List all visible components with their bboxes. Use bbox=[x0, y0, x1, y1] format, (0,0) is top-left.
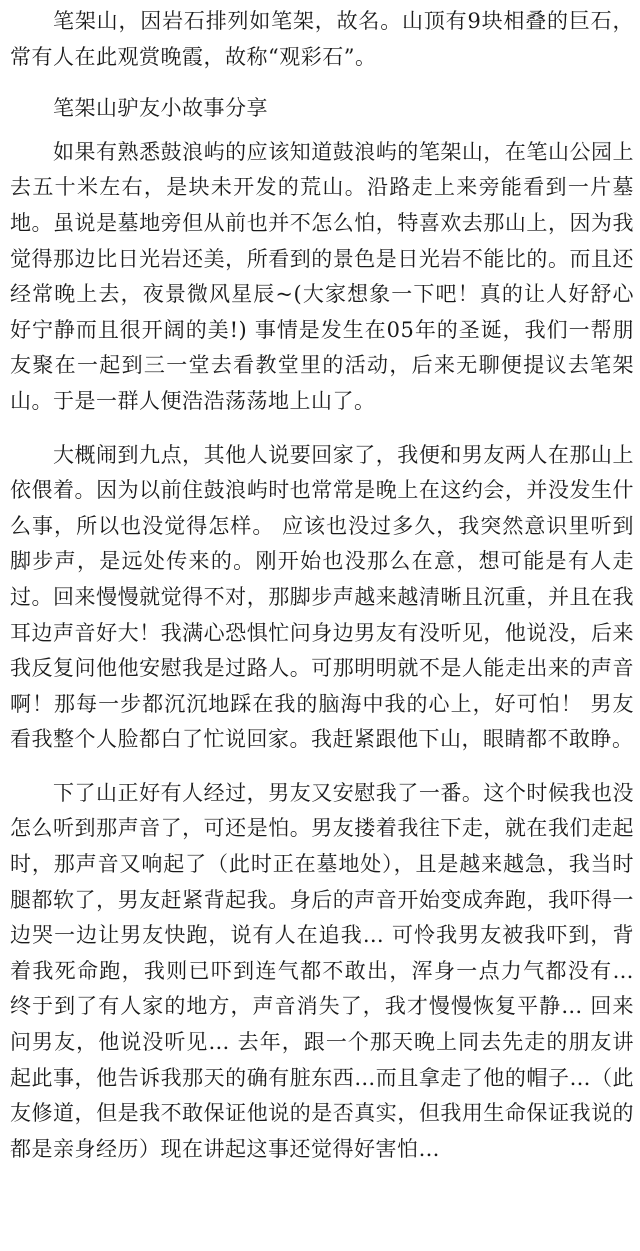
intro-paragraph: 笔架山，因岩石排列如笔架，故名。山顶有9块相叠的巨石，常有人在此观赏晚霞，故称“观彩石”。 bbox=[10, 9, 634, 69]
story-paragraph-2: 大概闹到九点，其他人说要回家了，我便和男友两人在那山上依偎着。因为以前住鼓浪屿时也常常是晚上在这约会，并没发生什么事，所以也没觉得怎样。 应该也没过多久，我突然意识里听到脚步声，是远处传来的。刚开始也没那么在意，想可能是有人走过。回来慢慢就觉得不对，那脚步声越来越清晰且沉重，并且在我耳边声音好大！我满心恐惧忙问身边男友有没听见，他说没，后来我反复问他他安慰我是过路人。可那明明就不是人能走出来的声音啊！那每一步都沉沉地踩在我的脑海中我的心上，好可怕！ 男友看我整个人脸都白了忙说回家。我赶紧跟他下山，眼睛都不敢睁。 bbox=[10, 442, 634, 752]
story-heading: 笔架山驴友小故事分享 bbox=[53, 96, 268, 121]
article-body bbox=[10, 4, 634, 1167]
story-paragraph-1: 如果有熟悉鼓浪屿的应该知道鼓浪屿的笔架山，在笔山公园上去五十米左右，是块未开发的荒山。沿路走上来旁能看到一片墓地。虽说是墓地旁但从前也并不怎么怕，特喜欢去那山上，因为我觉得那边比日光岩还美，所看到的景色是日光岩不能比的。而且还经常晚上去，夜景微风星辰~(大家想象一下吧！真的让人好舒心好宁静而且很开阔的美!) 事情是发生在05年的圣诞，我们一帮朋友聚在一起到三一堂去看教堂里的活动，后来无聊便提议去笔架山。于是一群人便浩浩荡荡地上山了。 bbox=[10, 139, 634, 413]
story-paragraph-3: 下了山正好有人经过，男友又安慰我了一番。这个时候我也没怎么听到那声音了，可还是怕。男友搂着我往下走，就在我们走起时，那声音又响起了（此时正在墓地处），且是越来越急，我当时腿都软了，男友赶紧背起我。身后的声音开始变成奔跑，我吓得一边哭一边让男友快跑，说有人在追我… 可怜我男友被我吓到，背着我死命跑，我则已吓到连气都不敢出，浑身一点力气都没有… 终于到了有人家的地方，声音消失了，我才慢慢恢复平静… 回来问男友，他说没听见… 去年，跟一个那天晚上同去先走的朋友讲起此事，他告诉我那天的确有脏东西…而且拿走了他的帽子…（此友修道，但是我不敢保证他说的是否真实，但我用生命保证我说的都是亲身经历）现在讲起这事还觉得好害怕… bbox=[10, 780, 634, 1161]
